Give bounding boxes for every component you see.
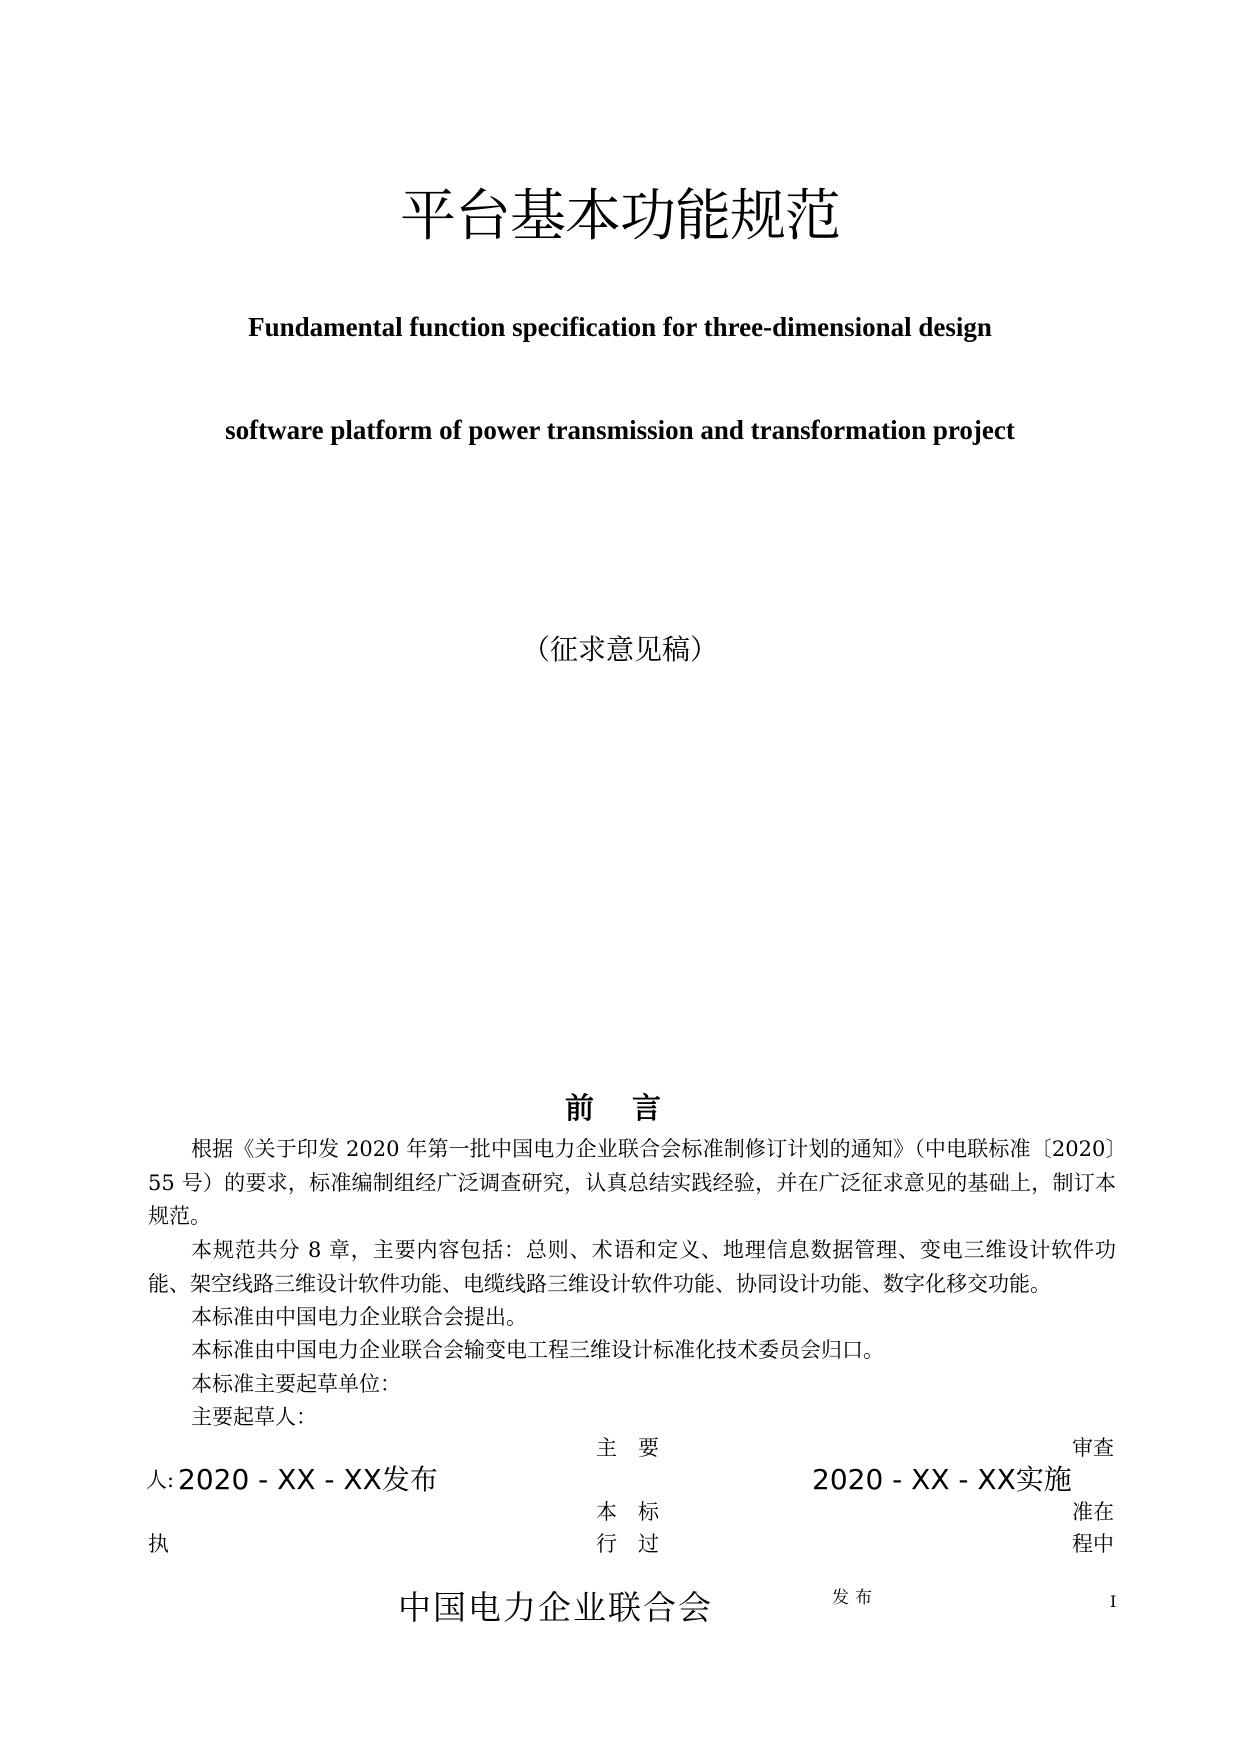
fragment-zhun-zai: 准在 [1072, 1500, 1114, 1524]
fragment-cheng-zhong: 程中 [1072, 1532, 1114, 1556]
foreword-paragraph: 本标准主要起草单位： [191, 1372, 401, 1396]
english-title-line-2: software platform of power transmission and transformation project [225, 415, 1015, 445]
foreword-paragraph: 主要起草人： [191, 1405, 317, 1429]
document-title: 平台基本功能规范 [400, 184, 840, 249]
foreword-paragraph: 本规范共分 8 章，主要内容包括：总则、术语和定义、地理信息数据管理、变电三维设计软件功能、架空线路三维设计软件功能、电缆线路三维设计软件功能、协同设计功能、数字化移交功能。 [148, 1238, 1116, 1296]
fragment-ben-biao: 本 标 [596, 1500, 659, 1524]
publish-date: 2020 - XX - XX发布 [178, 1463, 438, 1496]
fragment-zhi: 执 [148, 1532, 169, 1556]
page-number: I [1110, 1592, 1117, 1611]
fragment-xing-guo: 行 过 [596, 1532, 659, 1556]
fragment-shen-cha: 审查 [1072, 1436, 1114, 1460]
foreword-heading: 前 言 [564, 1091, 676, 1125]
publish-label: 发布 [832, 1588, 878, 1608]
english-title-line-1: Fundamental function specification for three-dimensional design [248, 312, 992, 342]
fragment-zhu-yao: 主 要 [596, 1436, 659, 1460]
foreword-paragraph: 本标准由中国电力企业联合会输变电工程三维设计标准化技术委员会归口。 [191, 1338, 884, 1362]
implement-date: 2020 - XX - XX实施 [812, 1463, 1072, 1496]
fragment-ren: 人: [146, 1468, 175, 1492]
issuing-organization: 中国电力企业联合会 [398, 1588, 713, 1627]
draft-label: （征求意见稿） [521, 633, 718, 666]
foreword-paragraph: 根据《关于印发 2020 年第一批中国电力企业联合会标准制修订计划的通知》（中电联标准〔2020〕55 号）的要求，标准编制组经广泛调查研究，认真总结实践经验，并在广泛征求意见的基础上，制订本规范。 [148, 1137, 1116, 1228]
foreword-paragraph: 本标准由中国电力企业联合会提出。 [191, 1305, 527, 1329]
